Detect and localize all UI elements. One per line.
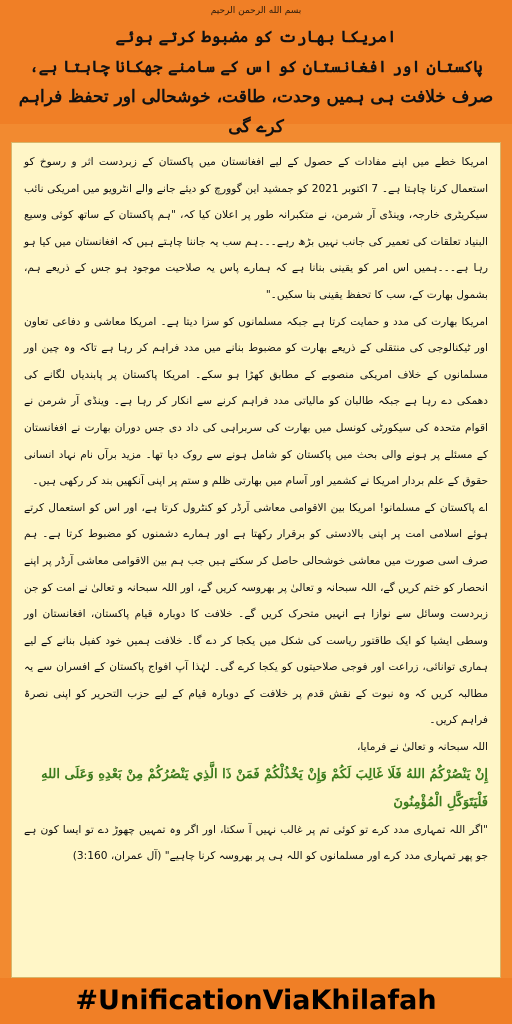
paragraph-1: امریکا خطے میں اپنے مفادات کے حصول کے لیے افغانستان میں پاکستان کے زبردست اثر و رسوخ کو استعمال کرنا چاہتا ہے۔ 7 اکتوبر 2021 کو جمشید این گوورچ کو دیئے جانے والے انٹرویو میں امریکی نائب سیکریٹری خارجہ، وینڈی آر شرمن، نے متکبرانہ طور پر اعلان کیا کہ، "ہم پاکستان کے ساتھ کوئی وسیع البنیاد تعلقات کی تعمیر کی جانب نہیں بڑھ رہے۔۔۔ہم سب یہ جاننا چاہتے ہیں کہ افغانستان میں کیا ہو رہا ہے۔۔۔ہمیں اس امر کو یقینی بنانا ہے کہ ہمارے پاس یہ صلاحیت موجود ہو جس کے ذریعے ہم، بشمول بھارت کے، سب کا تحفظ یقینی بنا سکیں۔" [24, 156, 489, 301]
header-banner [0, 0, 512, 137]
hashtag-text: #UnificationViaKhilafah [75, 985, 437, 1016]
verse-translation: "اگر اللہ تمہاری مدد کرے تو کوئی تم پر غالب نہیں آ سکتا، اور اگر وہ تمہیں چھوڑ دے تو ایسا کون ہے جو پھر تمہاری مدد کرے اور مسلمانوں کو اللہ ہی پر بھروسہ کرنا چاہیے" (آل عمران، 3:160) [24, 823, 488, 863]
headline-line-1: امریکا بھارت کو مضبوط کرتے ہوئے [115, 27, 397, 46]
bismillah-text: بسم الله الرحمن الرحيم [210, 6, 302, 16]
paragraph-3: اے پاکستان کے مسلمانو! امریکا بین الاقوامی معاشی آرڈر کو کنٹرول کرتا ہے، اور اس کو استعمال کرتے ہوئے اسلامی امت پر اپنی بالادستی کو برقرار رکھتا ہے اور ہمارے دشمنوں کو مضبوط کرتا ہے۔ ہم صرف اسی صورت میں معاشی خوشحالی حاصل کر سکتے ہیں جب ہم بین الاقوامی معاشی آرڈر پر اپنے انحصار کو ختم کریں گے، اللہ سبحانہ و تعالیٰ پر بھروسہ کریں گے، اور اللہ سبحانہ و تعالیٰ نے امت کو جن زبردست وسائل سے نوازا ہے انہیں متحرک کریں گے۔ خلافت کا دوبارہ قیام پاکستان، افغانستان اور وسطی ایشیا کو ایک طاقتور ریاست کی شکل میں یکجا کر دے گا۔ خلافت ہمیں خود کفیل بنانے کے لیے ہماری توانائی، زراعت اور فوجی صلاحیتوں کو یکجا کرے گی۔ لہٰذا آپ افواج پاکستان کے افسران سے یہ مطالبہ کریں کہ وہ نبوت کے نقش قدم پر خلافت کے دوبارہ قیام کے لیے حزب التحریر کو اپنی نصرۃ فراہم کریں۔ [24, 501, 488, 727]
verse-intro: اللہ سبحانہ و تعالیٰ نے فرمایا، [356, 741, 488, 754]
article-panel [11, 142, 501, 978]
footer-banner [0, 978, 512, 1024]
paragraph-2: امریکا بھارت کی مدد و حمایت کرتا ہے جبکہ مسلمانوں کو سزا دیتا ہے۔ امریکا معاشی و دفاعی تعاون اور ٹیکنالوجی کی منتقلی کے ذریعے بھارت کو مضبوط بنانے میں مدد فراہم کر رہا ہے تاکہ وہ چین اور مسلمانوں کے خلاف امریکی منصوبے کے مطابق کھڑا ہو سکے۔ امریکا پاکستان پر پابندیاں لگانے کی دھمکی دے رہا ہے جبکہ طالبان کو مالیاتی مدد فراہم کرنے سے انکار کر رہا ہے۔ وینڈی آر شرمن نے اقوام متحدہ کی سیکورٹی کونسل میں بھارت کی سربراہی کی داد دی جس دوران بھارت نے افغانستان کے مسئلے پر ہونے والی بحث میں پاکستان کو شامل ہونے سے روک دیا تھا۔ مزید برآں نام نہاد انسانی حقوق کے علم بردار امریکا نے کشمیر اور آسام میں بھارتی ظلم و ستم پر اپنی آنکھیں بند کر رکھی ہیں۔ [24, 315, 488, 488]
quran-verse: إِنْ يَنْصُرْكُمُ اللهُ فَلَا غَالِبَ لَكُمْ وَإِنْ يَخْذُلْكُمْ فَمَنْ ذَا الَّذِي يَنْصُرُكُمْ مِنْ بَعْدِهِ وَعَلَى اللهِ فَلْيَتَوَكَّلِ الْمُؤْمِنُونَ [41, 766, 488, 810]
headline-line-2: پاکستان اور افغانستان کو اس کے سامنے جھکانا چاہتا ہے، [29, 57, 483, 76]
headline [8, 22, 504, 142]
headline-line-3: صرف خلافت ہی ہمیں وحدت، طاقت، خوشحالی اور تحفظ فراہم کرے گی [18, 87, 494, 137]
